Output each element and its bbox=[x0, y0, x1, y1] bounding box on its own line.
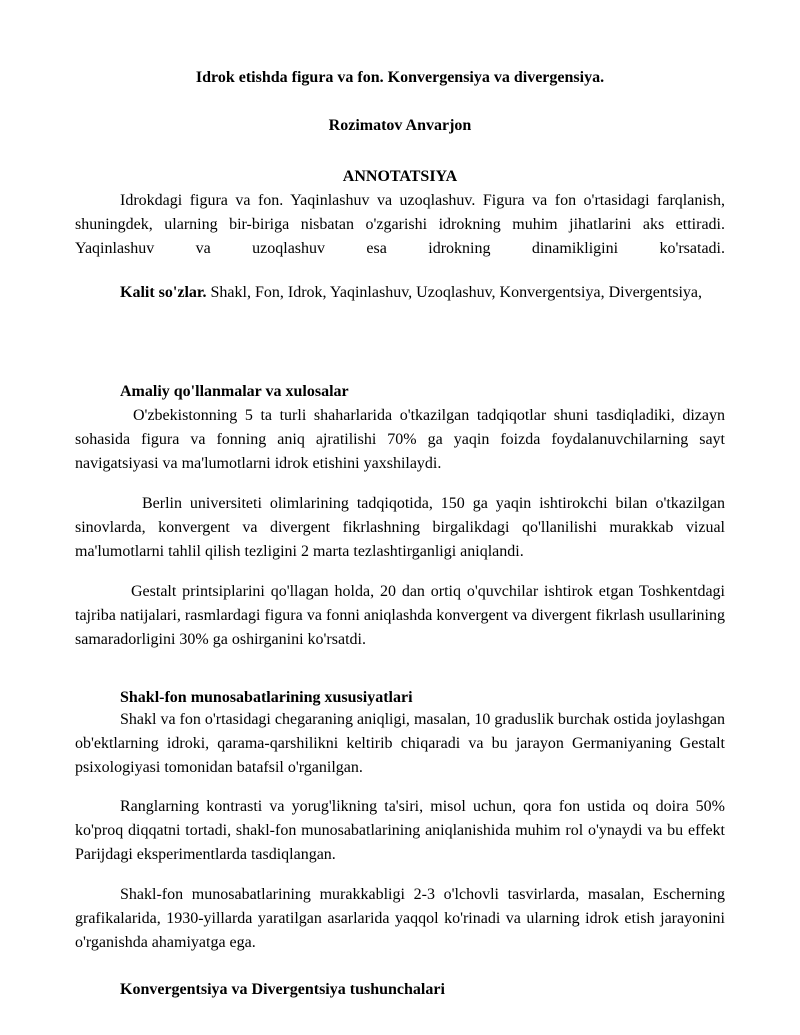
paragraph: Shakl-fon munosabatlarining murakkabligi 2-3 o'lchovli tasvirlarda, masalan, Escherning grafikalarida, 1930-yillarda yaratilgan asarlarida yaqqol ko'rinadi va ularning idrok etish jarayonini o'rganishda ahamiyatga ega. bbox=[75, 886, 725, 951]
section-heading-figure-ground: Shakl-fon munosabatlarining xususiyatlari bbox=[120, 689, 413, 706]
keywords-label: Kalit so'zlar. bbox=[120, 284, 207, 301]
paragraph: Shakl va fon o'rtasidagi chegaraning aniqligi, masalan, 10 graduslik burchak ostida joylashgan ob'ektlarning idroki, qarama-qarshilikni keltirib chiqaradi va bu jarayon Germaniyaning Gestalt psixologiyasi tomonidan batafsil o'rganilgan. bbox=[75, 711, 725, 776]
paragraph: Berlin universiteti olimlarining tadqiqotida, 150 ga yaqin ishtirokchi bilan o'tkazilgan sinovlarda, konvergent va divergent fikrlashning birgalikdagi qo'llanilishi murakkab vizual ma'lumotlarni tahlil qilish tezligini 2 marta tezlashtirganligi aniqlandi. bbox=[75, 495, 725, 560]
article-title: Idrok etishda figura va fon. Konvergensiya va divergensiya. bbox=[195, 69, 605, 86]
paragraph: O'zbekistonning 5 ta turli shaharlarida o'tkazilgan tadqiqotlar shuni tasdiqladiki, dizayn sohasida figura va fonning aniq ajratilishi 70% ga yaqin foizda foydalanuvchilarning sayt navigatsiyasi va ma'lumotlarni idrok etishini yaxshilaydi. bbox=[75, 407, 725, 472]
abstract-text: Idrokdagi figura va fon. Yaqinlashuv va uzoqlashuv. Figura va fon o'rtasidagi farqlanish, shuningdek, ularning bir-biriga nisbatan o'zgarishi idrokning muhim jihatlarini aks ettiradi. Yaqinlashuv va uzoqlashuv esa idrokning dinamikligini ko'rsatadi. bbox=[75, 192, 725, 257]
keywords-paragraph bbox=[75, 281, 725, 305]
paragraph: Ranglarning kontrasti va yorug'likning ta'siri, misol uchun, qora fon ustida oq doira 50% ko'proq diqqatni tortadi, shakl-fon munosabatlarining aniqlanishida muhim rol o'ynaydi va bu effekt Parijdagi eksperimentlarda tasdiqlangan. bbox=[75, 798, 725, 863]
section-heading-practical: Amaliy qo'llanmalar va xulosalar bbox=[120, 383, 349, 400]
author-name: Rozimatov Anvarjon bbox=[328, 117, 472, 134]
abstract-heading: ANNOTATSIYA bbox=[342, 168, 458, 185]
section-heading-convergence: Konvergentsiya va Divergentsiya tushunchalari bbox=[120, 981, 445, 998]
paragraph: Gestalt printsiplarini qo'llagan holda, 20 dan ortiq o'quvchilar ishtirok etgan Toshkentdagi tajriba natijalari, rasmlardagi figura va fonni aniqlashda konvergent va divergent fikrlash usullarining samaradorligini 30% ga oshirganini ko'rsatdi. bbox=[75, 583, 725, 648]
keywords-text: Shakl, Fon, Idrok, Yaqinlashuv, Uzoqlashuv, Konvergentsiya, Divergentsiya, bbox=[210, 284, 703, 301]
